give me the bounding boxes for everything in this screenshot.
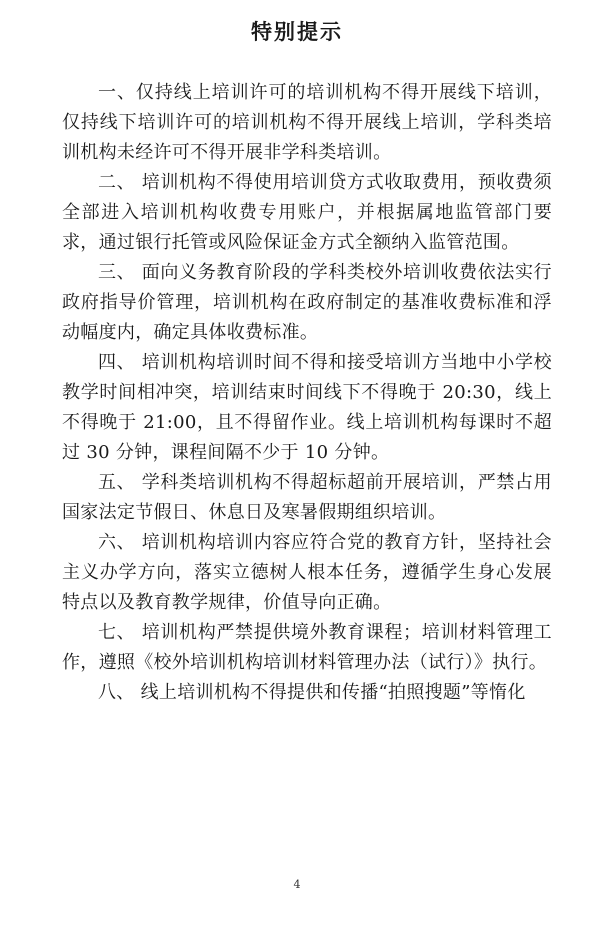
- page-number: 4: [293, 878, 301, 891]
- paragraph-1: 一、仅持线上培训许可的培训机构不得开展线下培训，仅持线下培训许可的培训机构不得开展线上培训，学科类培训机构未经许可不得开展非学科类培训。: [62, 82, 552, 163]
- paragraph-6: 六、 培训机构培训内容应符合党的教育方针，坚持社会主义办学方向，落实立德树人根本任务，遵循学生身心发展特点以及教育教学规律，价值导向正确。: [62, 532, 552, 613]
- document-title: 特别提示: [251, 19, 343, 44]
- paragraph-3: 三、 面向义务教育阶段的学科类校外培训收费依法实行政府指导价管理，培训机构在政府制定的基准收费标准和浮动幅度内，确定具体收费标准。: [62, 262, 552, 343]
- paragraph-2: 二、 培训机构不得使用培训贷方式收取费用，预收费须全部进入培训机构收费专用账户，并根据属地监管部门要求，通过银行托管或风险保证金方式全额纳入监管范围。: [62, 172, 552, 253]
- paragraph-8: 八、 线上培训机构不得提供和传播“拍照搜题”等惰化: [98, 682, 526, 703]
- paragraph-5: 五、 学科类培训机构不得超标超前开展培训，严禁占用国家法定节假日、休息日及寒暑假期组织培训。: [62, 472, 552, 523]
- paragraph-4: 四、 培训机构培训时间不得和接受培训方当地中小学校教学时间相冲突，培训结束时间线下不得晚于 20:30，线上不得晚于 21:00，且不得留作业。线上培训机构每课时不超过 30 分钟，课程间隔不少于 10 分钟。: [62, 352, 552, 463]
- document-body: [62, 78, 552, 708]
- paragraph-7: 七、 培训机构严禁提供境外教育课程；培训材料管理工作，遵照《校外培训机构培训材料管理办法（试行）》执行。: [62, 622, 552, 673]
